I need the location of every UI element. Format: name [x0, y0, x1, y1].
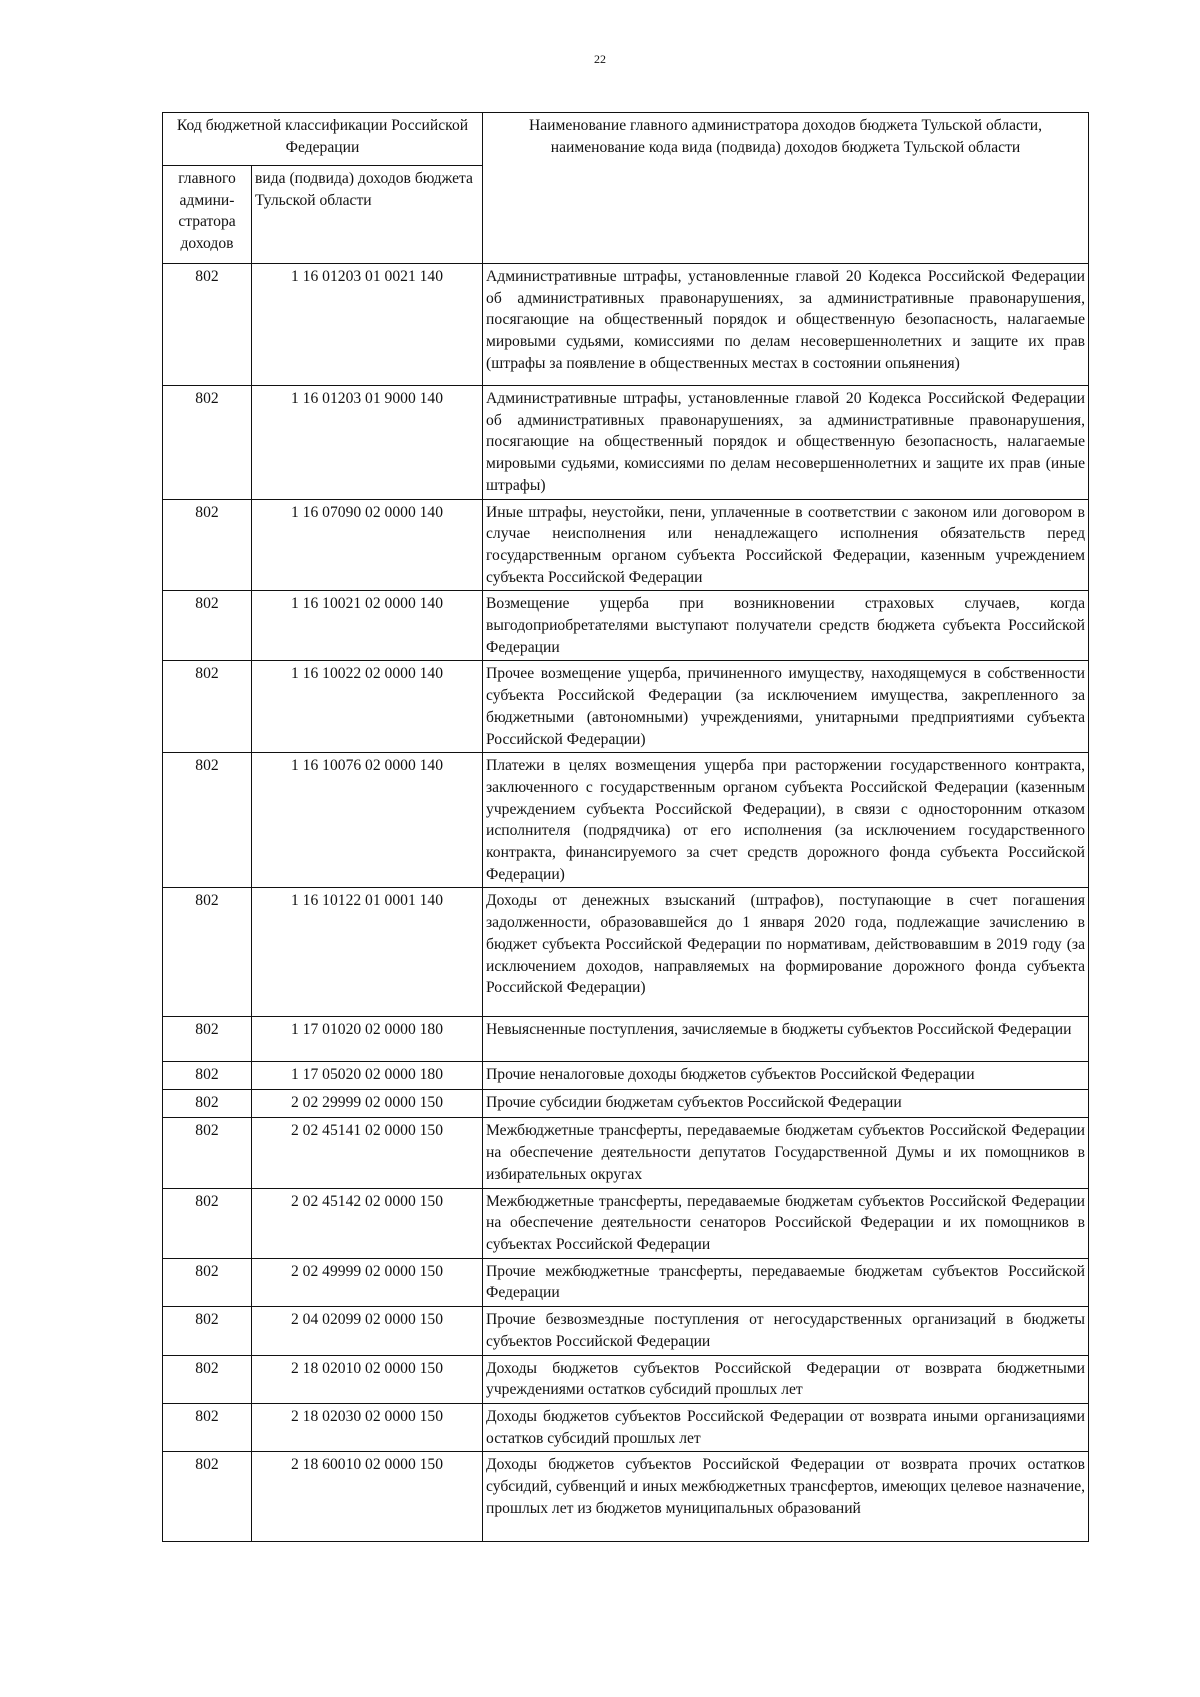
- revenue-code-cell: 2 18 02010 02 0000 150: [252, 1355, 483, 1403]
- revenue-description-cell: Доходы бюджетов субъектов Российской Федерации от возврата бюджетными учреждениями остатков субсидий прошлых лет: [483, 1355, 1089, 1403]
- revenue-code-cell: 2 18 60010 02 0000 150: [252, 1452, 483, 1542]
- admin-code-cell: 802: [163, 499, 252, 591]
- table-row: [163, 499, 1089, 591]
- table-row: [163, 264, 1089, 386]
- revenue-code-cell: 2 02 45142 02 0000 150: [252, 1188, 483, 1258]
- revenue-description-cell: Доходы бюджетов субъектов Российской Федерации от возврата прочих остатков субсидий, субвенций и иных межбюджетных трансфертов, имеющих целевое назначение, прошлых лет из бюджетов муниципальных образований: [483, 1452, 1089, 1542]
- table-row: [163, 753, 1089, 888]
- table-row: [163, 591, 1089, 661]
- admin-code-cell: 802: [163, 1307, 252, 1355]
- revenue-code-cell: 1 16 01203 01 9000 140: [252, 386, 483, 500]
- page-number: 22: [594, 52, 606, 66]
- admin-code-cell: 802: [163, 1017, 252, 1062]
- header-classification: Код бюджетной классификации Российской Федерации: [163, 113, 483, 166]
- revenue-description-cell: Платежи в целях возмещения ущерба при расторжении государственного контракта, заключенного с государственным органом субъекта Российской Федерации (казенным учреждением субъекта Российской Федерации), в связи с односторонним отказом исполнителя (подрядчика) от его исполнения (за исключением государственного контракта, финансируемого за счет средств дорожного фонда субъекта Российской Федерации): [483, 753, 1089, 888]
- header-admin-code: главного админи- стратора доходов: [163, 166, 252, 264]
- revenue-description-cell: Прочие неналоговые доходы бюджетов субъектов Российской Федерации: [483, 1062, 1089, 1090]
- revenue-description-cell: Прочие безвозмездные поступления от негосударственных организаций в бюджеты субъектов Российской Федерации: [483, 1307, 1089, 1355]
- revenue-code-cell: 2 02 49999 02 0000 150: [252, 1258, 483, 1306]
- revenue-code-cell: 1 16 07090 02 0000 140: [252, 499, 483, 591]
- revenue-description-cell: Прочие субсидии бюджетам субъектов Российской Федерации: [483, 1090, 1089, 1118]
- revenue-code-cell: 2 18 02030 02 0000 150: [252, 1403, 483, 1451]
- revenue-code-cell: 2 02 45141 02 0000 150: [252, 1118, 483, 1188]
- revenue-description-cell: Прочие межбюджетные трансферты, передаваемые бюджетам субъектов Российской Федерации: [483, 1258, 1089, 1306]
- revenue-description-cell: Межбюджетные трансферты, передаваемые бюджетам субъектов Российской Федерации на обеспечение деятельности депутатов Государственной Думы и их помощников в избирательных округах: [483, 1118, 1089, 1188]
- table-row: [163, 1017, 1089, 1062]
- admin-code-cell: 802: [163, 1090, 252, 1118]
- admin-code-cell: 802: [163, 1118, 252, 1188]
- table-row: [163, 386, 1089, 500]
- table-row: [163, 1258, 1089, 1306]
- table-row: [163, 888, 1089, 1017]
- table-row: [163, 1118, 1089, 1188]
- revenue-description-cell: Прочее возмещение ущерба, причиненного имуществу, находящемуся в собственности субъекта Российской Федерации (за исключением имущества, закрепленного за бюджетными (автономными) учреждениями, унитарными предприятиями субъекта Российской Федерации): [483, 661, 1089, 753]
- revenue-description-cell: Межбюджетные трансферты, передаваемые бюджетам субъектов Российской Федерации на обеспечение деятельности сенаторов Российской Федерации и их помощников в субъектах Российской Федерации: [483, 1188, 1089, 1258]
- admin-code-cell: 802: [163, 1452, 252, 1542]
- table-row: [163, 1188, 1089, 1258]
- admin-code-cell: 802: [163, 1403, 252, 1451]
- revenue-code-cell: 1 17 05020 02 0000 180: [252, 1062, 483, 1090]
- header-administrator-name: Наименование главного администратора доходов бюджета Тульской области, наименование кода вида (подвида) доходов бюджета Тульской области: [483, 113, 1089, 264]
- revenue-code-cell: 1 17 01020 02 0000 180: [252, 1017, 483, 1062]
- admin-code-cell: 802: [163, 1355, 252, 1403]
- table-row: [163, 1062, 1089, 1090]
- table-row: [163, 661, 1089, 753]
- revenue-description-cell: Невыясненные поступления, зачисляемые в бюджеты субъектов Российской Федерации: [483, 1017, 1089, 1062]
- admin-code-cell: 802: [163, 1062, 252, 1090]
- revenue-code-cell: 1 16 10076 02 0000 140: [252, 753, 483, 888]
- revenue-code-cell: 1 16 10021 02 0000 140: [252, 591, 483, 661]
- revenue-codes-table: [162, 112, 1089, 1542]
- admin-code-cell: 802: [163, 661, 252, 753]
- revenue-code-cell: 1 16 01203 01 0021 140: [252, 264, 483, 386]
- revenue-code-cell: 2 04 02099 02 0000 150: [252, 1307, 483, 1355]
- table-row: [163, 1307, 1089, 1355]
- revenue-description-cell: Иные штрафы, неустойки, пени, уплаченные в соответствии с законом или договором в случае неисполнения или ненадлежащего исполнения обязательств перед государственным органом субъекта Российской Федерации, казенным учреждением субъекта Российской Федерации: [483, 499, 1089, 591]
- table-row: [163, 1403, 1089, 1451]
- admin-code-cell: 802: [163, 1258, 252, 1306]
- table-row: [163, 1355, 1089, 1403]
- revenue-description-cell: Доходы от денежных взысканий (штрафов), поступающие в счет погашения задолженности, образовавшейся до 1 января 2020 года, подлежащие зачислению в бюджет субъекта Российской Федерации по нормативам, действовавшим в 2019 году (за исключением доходов, направляемых на формирование дорожного фонда субъекта Российской Федерации): [483, 888, 1089, 1017]
- revenue-code-cell: 1 16 10122 01 0001 140: [252, 888, 483, 1017]
- revenue-description-cell: Возмещение ущерба при возникновении страховых случаев, когда выгодоприобретателями выступают получатели средств бюджета субъекта Российской Федерации: [483, 591, 1089, 661]
- table-row: [163, 1452, 1089, 1542]
- admin-code-cell: 802: [163, 888, 252, 1017]
- table-row: [163, 1090, 1089, 1118]
- admin-code-cell: 802: [163, 591, 252, 661]
- admin-code-cell: 802: [163, 264, 252, 386]
- revenue-description-cell: Административные штрафы, установленные главой 20 Кодекса Российской Федерации об административных правонарушениях, за административные правонарушения, посягающие на общественный порядок и общественную безопасность, налагаемые мировыми судьями, комиссиями по делам несовершеннолетних и защите их прав (штрафы за появление в общественных местах в состоянии опьянения): [483, 264, 1089, 386]
- revenue-description-cell: Доходы бюджетов субъектов Российской Федерации от возврата иными организациями остатков субсидий прошлых лет: [483, 1403, 1089, 1451]
- header-revenue-type-code: вида (подвида) доходов бюджета Тульской области: [252, 166, 483, 264]
- revenue-code-cell: 1 16 10022 02 0000 140: [252, 661, 483, 753]
- revenue-description-cell: Административные штрафы, установленные главой 20 Кодекса Российской Федерации об административных правонарушениях, за административные правонарушения, посягающие на общественный порядок и общественную безопасность, налагаемые мировыми судьями, комиссиями по делам несовершеннолетних и защите их прав (иные штрафы): [483, 386, 1089, 500]
- revenue-code-cell: 2 02 29999 02 0000 150: [252, 1090, 483, 1118]
- admin-code-cell: 802: [163, 1188, 252, 1258]
- admin-code-cell: 802: [163, 386, 252, 500]
- admin-code-cell: 802: [163, 753, 252, 888]
